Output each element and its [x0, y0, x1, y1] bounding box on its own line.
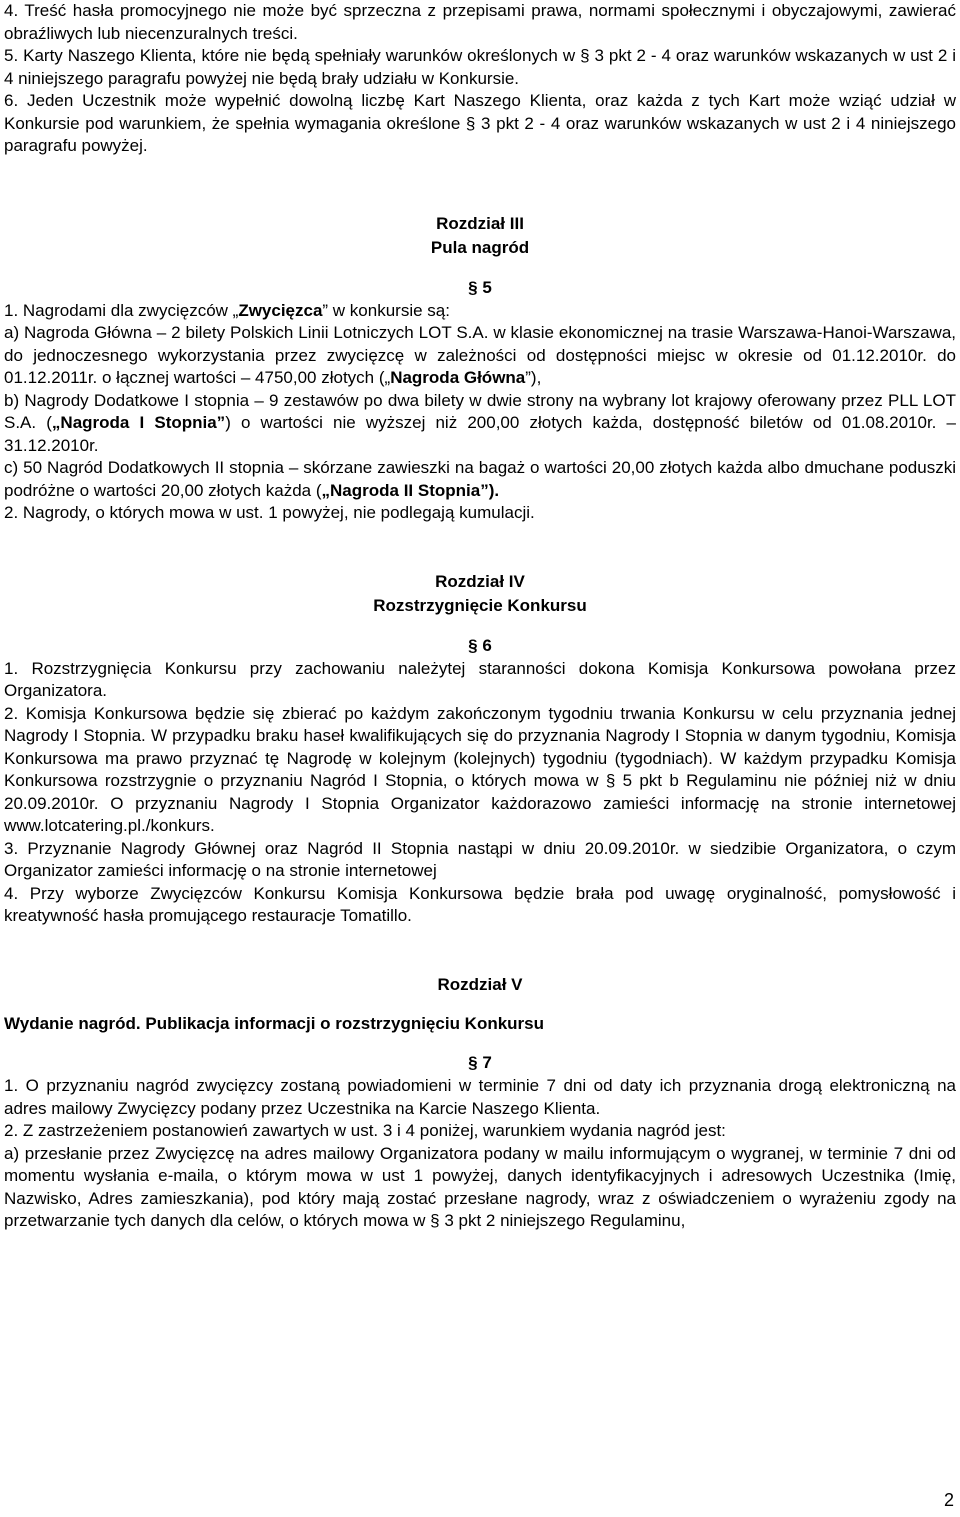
paragraph-5: 5. Karty Naszego Klienta, które nie będą spełniały warunków określonych w § 3 pkt 2 - 4 oraz warunków wskazanych w ust 2 i 4 niniejszego paragrafu powyżej nie będą brały udziału w Konkursie. — [4, 46, 956, 88]
section-5-heading: § 5 — [468, 277, 492, 297]
ch4-paragraph-2: 2. Komisja Konkursowa będzie się zbierać po każdym zakończonym tygodniu trwania Konkursu w celu przyznania jednej Nagrody I Stopnia. W przypadku braku haseł kwalifikujących się do przyznania Nagrody I Stopnia w danym tygodniu, Komisja Konkursowa ma prawo przyznać tę Nagrodę w kolejnym (kolejnych) tygodniu (tygodniach). W każdym przypadku Komisja Konkursowa rozstrzygnie o przyznaniu Nagród I Stopnia, o których mowa w § 5 pkt b Regulaminu nie później niż w dniu 20.09.2010r. O przyznaniu Nagrody I Stopnia Organizator każdorazowo zamieści informację na stronie internetowej www.lotcatering.pl./konkurs. — [4, 703, 956, 835]
chapter-3-subtitle: Pula nagród — [430, 237, 530, 257]
ch3-paragraph-1: 1. Nagrodami dla zwycięzców „Zwycięzca” w konkursie są: — [4, 300, 450, 320]
ch3-item-b: b) Nagrody Dodatkowe I stopnia – 9 zestawów po dwa bilety w dwie strony na wybrany lot krajowy oferowany przez PLL LOT S.A. („Nagroda I Stopnia”) o wartości nie wyższej niż 200,00 złotych każda, dostępność biletów od 01.08.2010r. – 31.12.2010r. — [4, 390, 956, 455]
ch5-paragraph-2: 2. Z zastrzeżeniem postanowień zawartych w ust. 3 i 4 poniżej, warunkiem wydania nagród jest: — [4, 1121, 726, 1140]
ch5-item-a: a) przesłanie przez Zwycięzcę na adres mailowy Organizatora podany w mailu informującym o wygranej, w terminie 7 dni od momentu wysłania e-maila, o którym mowa w ust 1 powyżej, danych identyfikacyjnych i adresowych Uczestnika (Imię, Nazwisko, Adres zamieszkania), pod który mają zostać przesłane nagrody, wraz z oświadczeniem o wyrażeniu zgody na przetwarzanie tych danych dla celów, o których mowa w § 3 pkt 2 niniejszego Regulaminu, — [4, 1143, 956, 1230]
chapter-3-title: Rozdział III — [436, 213, 524, 233]
paragraph-6: 6. Jeden Uczestnik może wypełnić dowolną liczbę Kart Naszego Klienta, oraz każda z tych Kart może wziąć udział w Konkursie pod warunkiem, że spełnia wymagania określone § 3 pkt 2 - 4 oraz warunków wskazanych w ust 2 i 4 niniejszego paragrafu powyżej. — [4, 91, 956, 155]
ch4-paragraph-3: 3. Przyznanie Nagrody Głównej oraz Nagród II Stopnia nastąpi w dniu 20.09.2010r. w siedzibie Organizatora, o czym Organizator zamieści informację o na stronie internetowej — [4, 838, 956, 880]
ch5-paragraph-1: 1. O przyznaniu nagród zwycięzcy zostaną powiadomieni w terminie 7 dni od daty ich przyznania drogą elektroniczną na adres mailowy Zwycięzcy podany przez Uczestnika na Karcie Naszego Klienta. — [4, 1076, 956, 1118]
section-6-heading: § 6 — [468, 635, 492, 655]
page-number: 2 — [943, 1490, 954, 1510]
chapter-5-subtitle: Wydanie nagród. Publikacja informacji o rozstrzygnięciu Konkursu — [4, 1013, 545, 1033]
ch4-paragraph-1: 1. Rozstrzygnięcia Konkursu przy zachowaniu należytej staranności dokona Komisja Konkursowa powołana przez Organizatora. — [4, 658, 956, 700]
chapter-5-title: Rozdział V — [437, 974, 523, 994]
section-7-heading: § 7 — [468, 1053, 492, 1072]
ch3-item-c: c) 50 Nagród Dodatkowych II stopnia – skórzane zawieszki na bagaż o wartości 20,00 złotych każda albo dmuchane poduszki podróżne o wartości 20,00 złotych każda („Nagroda II Stopnia”). — [4, 458, 956, 500]
ch4-paragraph-4: 4. Przy wyborze Zwycięzców Konkursu Komisja Konkursowa będzie brała pod uwagę oryginalność, pomysłowość i kreatywność hasła promującego restauracje Tomatillo. — [4, 883, 956, 925]
ch3-item-a: a) Nagroda Główna – 2 bilety Polskich Linii Lotniczych LOT S.A. w klasie ekonomicznej na trasie Warszawa-Hanoi-Warszawa, do jednoczesnego wykorzystania przez zwycięzcę w zależności od dostępności miejsc w okresie od 01.12.2010r. do 01.12.2011r. o łącznej wartości – 4750,00 złotych („Nagroda Główna”), — [4, 323, 956, 387]
document-page — [4, 0, 956, 1233]
chapter-4-title: Rozdział IV — [435, 571, 525, 591]
ch3-paragraph-2: 2. Nagrody, o których mowa w ust. 1 powyżej, nie podlegają kumulacji. — [4, 503, 535, 522]
chapter-4-subtitle: Rozstrzygnięcie Konkursu — [373, 595, 587, 615]
paragraph-4: 4. Treść hasła promocyjnego nie może być sprzeczna z przepisami prawa, normami społecznymi i obyczajowymi, zawierać obraźliwych lub niecenzuralnych treści. — [4, 1, 956, 43]
